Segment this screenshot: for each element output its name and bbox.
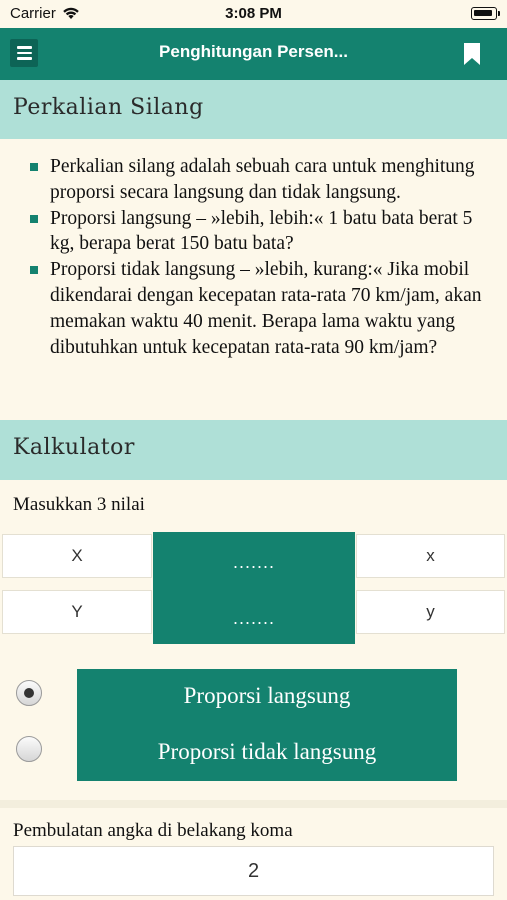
- bookmark-icon[interactable]: [463, 42, 481, 66]
- divider: [0, 800, 507, 808]
- result-value-2: .......: [232, 608, 275, 628]
- info-bullet-list: [30, 154, 485, 360]
- input-y-field[interactable]: y: [356, 590, 505, 634]
- input-Y-field[interactable]: Y: [2, 590, 152, 634]
- rounding-input[interactable]: 2: [13, 846, 494, 896]
- battery-icon: [471, 7, 497, 20]
- rounding-label: Pembulatan angka di belakang koma: [13, 820, 293, 841]
- section-title: Kalkulator: [13, 435, 135, 460]
- input-instruction: Masukkan 3 nilai: [13, 494, 145, 515]
- hamburger-menu-icon[interactable]: [10, 39, 38, 67]
- radio-proporsi-tidak-langsung[interactable]: [16, 736, 42, 762]
- list-item: Proporsi langsung – »lebih, lebih:« 1 batu bata berat 5 kg, berapa berat 150 batu bata?: [30, 206, 485, 258]
- status-bar: [0, 0, 507, 28]
- top-navbar: [0, 28, 507, 80]
- option-proporsi-tidak-langsung[interactable]: Proporsi tidak langsung: [157, 739, 377, 764]
- section-header-kalkulator: [0, 420, 507, 480]
- input-x-field[interactable]: x: [356, 534, 505, 578]
- option-proporsi-langsung[interactable]: Proporsi langsung: [183, 683, 351, 708]
- section-header-perkalian-silang: [0, 80, 507, 139]
- list-item: Proporsi tidak langsung – »lebih, kurang:« Jika mobil dikendarai dengan kecepatan rata-rata 70 km/jam, akan memakan waktu 40 menit. Berapa lama waktu yang dibutuhkan untuk kecepatan rata-rata 90 km/jam?: [30, 257, 485, 360]
- result-value-1: .......: [232, 552, 275, 572]
- section-title: Perkalian Silang: [13, 95, 204, 120]
- status-time: 3:08 PM: [225, 5, 282, 22]
- list-item: Perkalian silang adalah sebuah cara untuk menghitung proporsi secara langsung dan tidak langsung.: [30, 154, 485, 206]
- input-X-field[interactable]: X: [2, 534, 152, 578]
- radio-proporsi-langsung[interactable]: [16, 680, 42, 706]
- page-title: Penghitungan Persen...: [159, 42, 348, 61]
- carrier-label: Carrier: [10, 5, 56, 22]
